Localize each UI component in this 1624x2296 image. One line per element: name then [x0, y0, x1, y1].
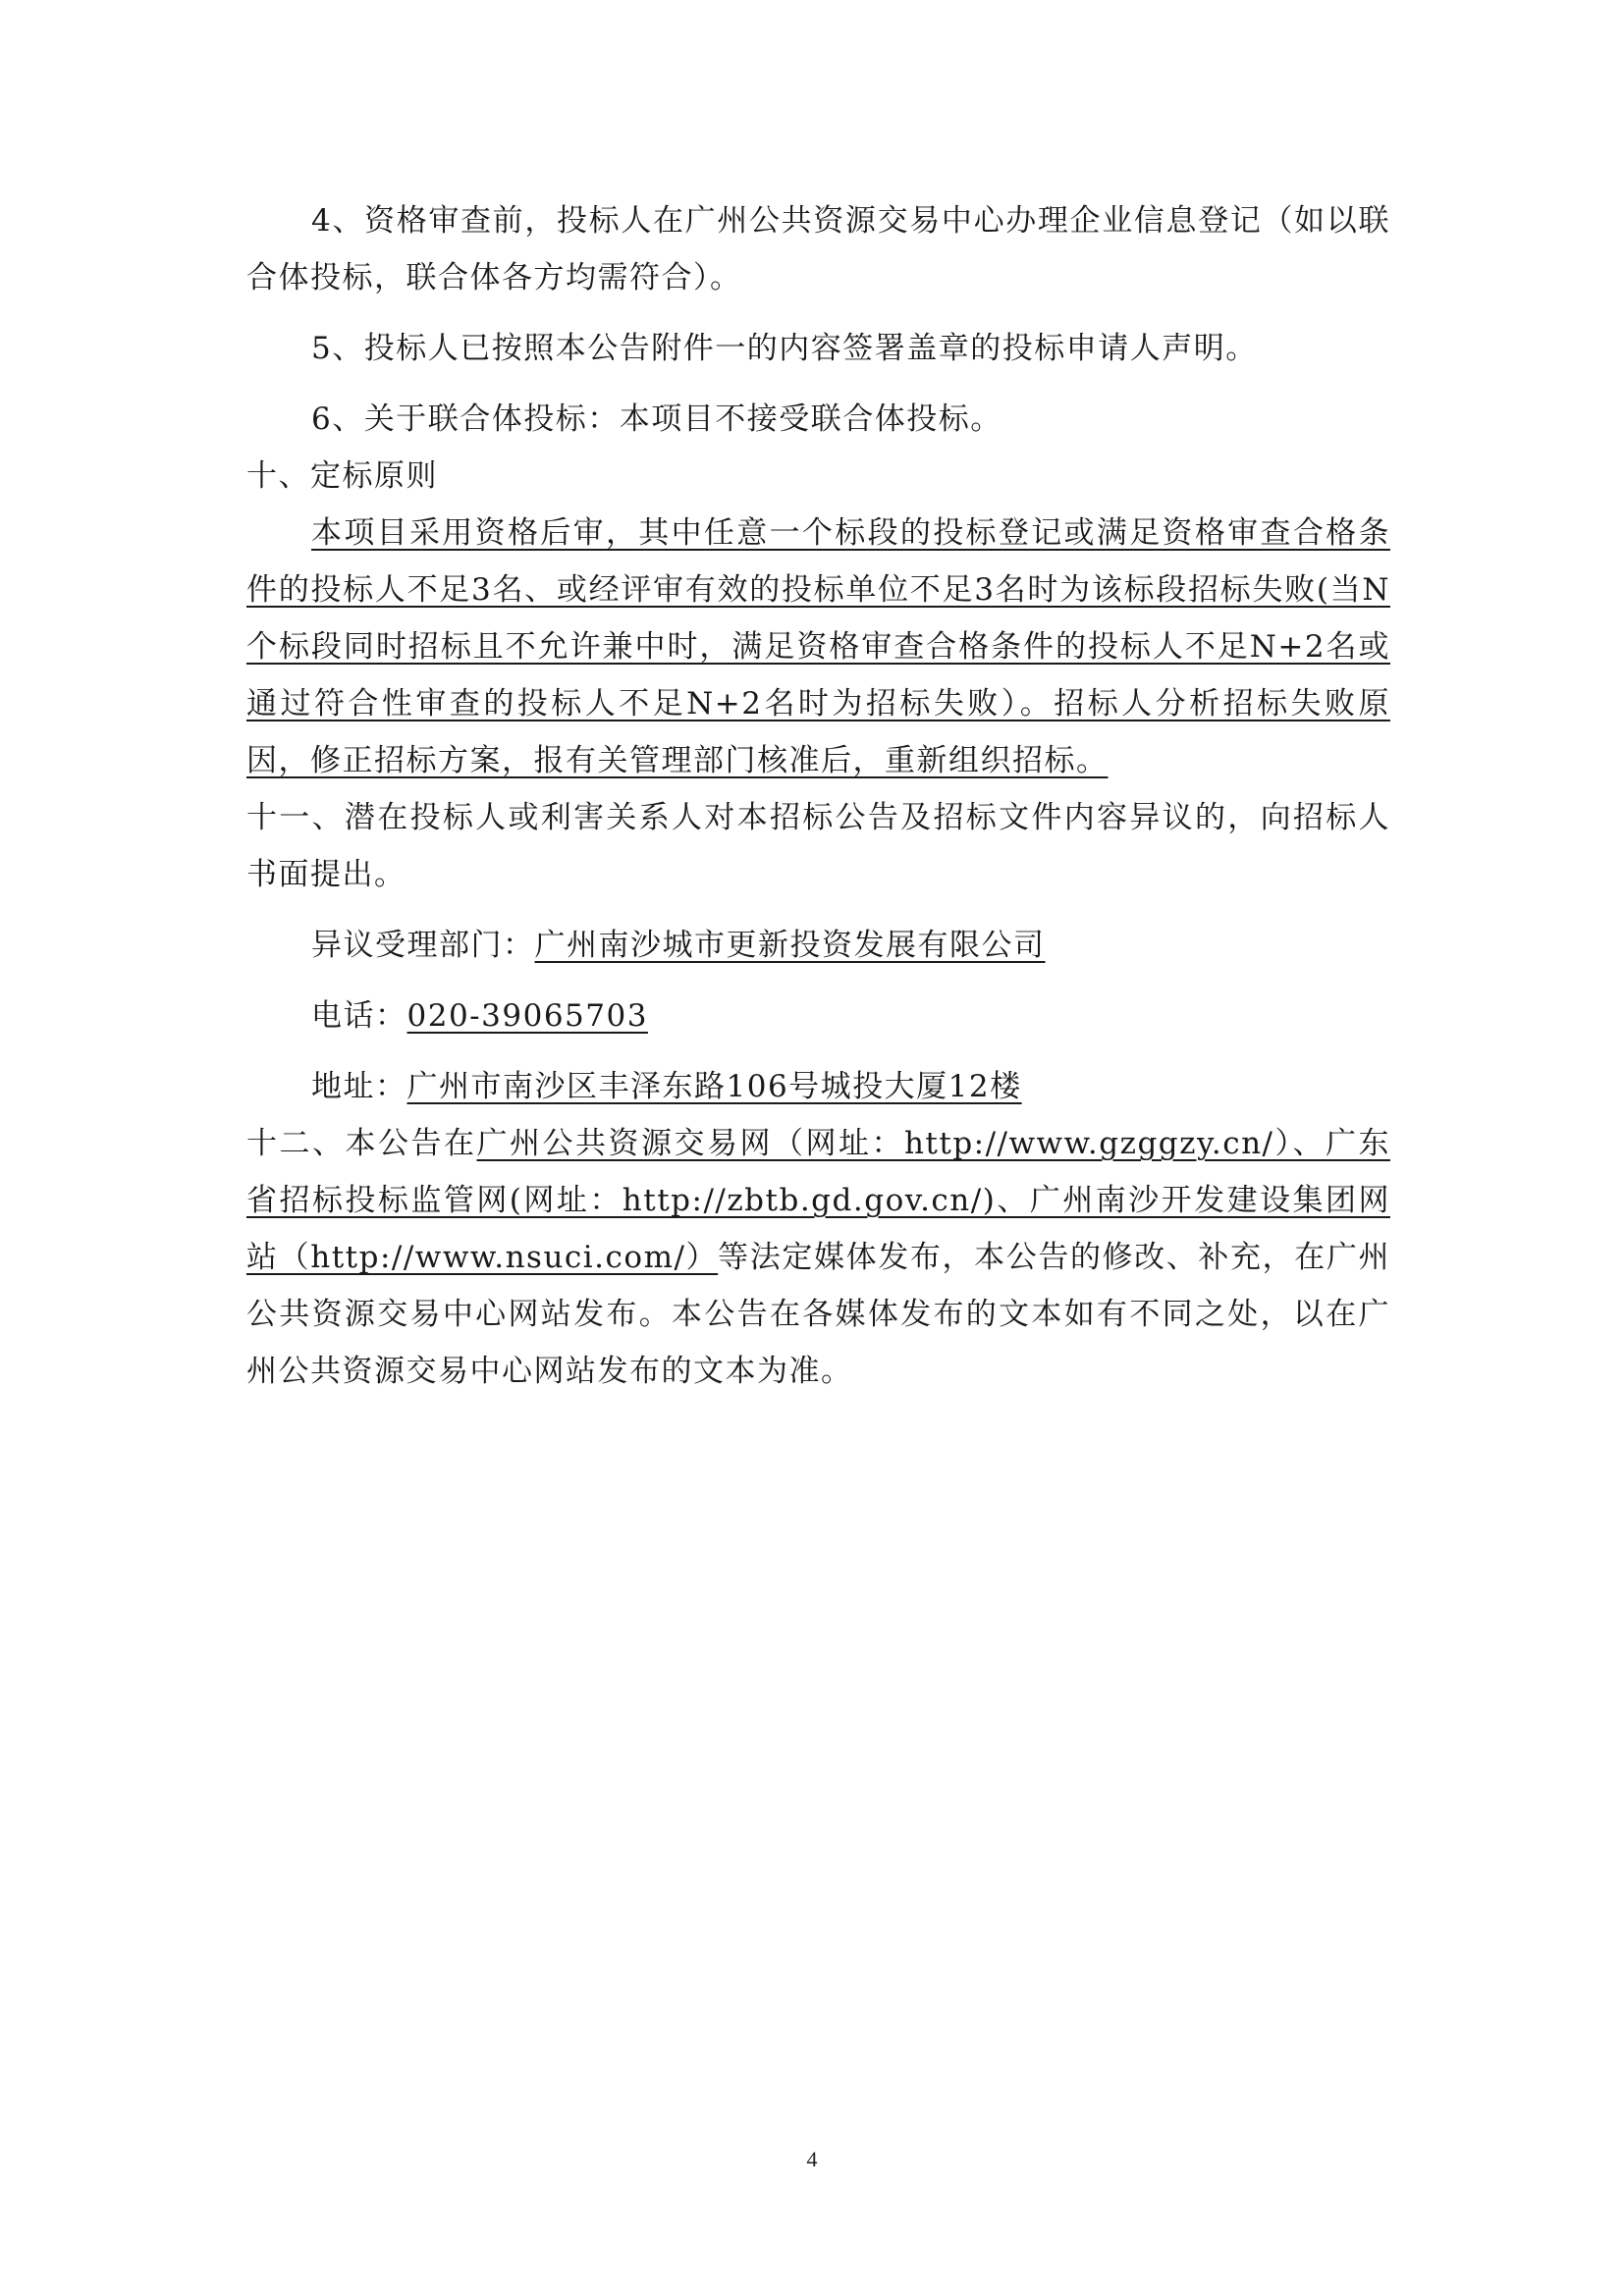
section-11-heading: 十一、潜在投标人或利害关系人对本招标公告及招标文件内容异议的，向招标人书面提出。 — [246, 800, 1390, 892]
section-12-media-links: 广州公共资源交易网（网址：http://www.gzggzy.cn/）、广东省招标投标监管网(网址：http://zbtb.gd.gov.cn/)、广州南沙开发建设集团网站（http://www.nsuci.com/） — [246, 1126, 1390, 1275]
section-12 — [246, 1115, 1390, 1400]
objection-dept-line — [246, 917, 1390, 974]
address-line — [246, 1058, 1390, 1115]
item-6: 6、关于联合体投标：本项目不接受联合体投标。 — [311, 401, 1002, 437]
phone-line — [246, 988, 1390, 1044]
phone-label: 电话： — [311, 998, 407, 1034]
page-number: 4 — [806, 2147, 818, 2171]
item-4: 4、资格审查前，投标人在广州公共资源交易中心办理企业信息登记（如以联合体投标，联合体各方均需符合）。 — [246, 203, 1390, 295]
section-12-suffix: 等法定媒体发布，本公告的修改、补充，在广州公共资源交易中心网站发布。本公告在各媒体发布的文本如有不同之处，以在广州公共资源交易中心网站发布的文本为准。 — [246, 1240, 1390, 1389]
section-12-prefix: 十二、本公告在 — [246, 1126, 477, 1161]
address-value: 广州市南沙区丰泽东路106号城投大厦12楼 — [406, 1069, 1022, 1104]
objection-dept-value: 广州南沙城市更新投资发展有限公司 — [534, 928, 1046, 963]
section-10-body — [246, 505, 1390, 789]
address-label: 地址： — [311, 1069, 407, 1104]
item-5: 5、投标人已按照本公告附件一的内容签署盖章的投标申请人声明。 — [311, 331, 1258, 366]
section-10-body-text: 本项目采用资格后审，其中任意一个标段的投标登记或满足资格审查合格条件的投标人不足3名、或经评审有效的投标单位不足3名时为该标段招标失败(当N个标段同时招标且不允许兼中时，满足资格审查合格条件的投标人不足N+2名或通过符合性审查的投标人不足N+2名时为招标失败）。招标人分析招标失败原因，修正招标方案，报有关管理部门核准后，重新组织招标。 — [246, 515, 1390, 778]
objection-dept-label: 异议受理部门： — [311, 928, 535, 963]
section-10-heading: 十、定标原则 — [246, 458, 438, 494]
phone-value: 020-39065703 — [406, 998, 648, 1034]
document-page — [246, 192, 1390, 1400]
